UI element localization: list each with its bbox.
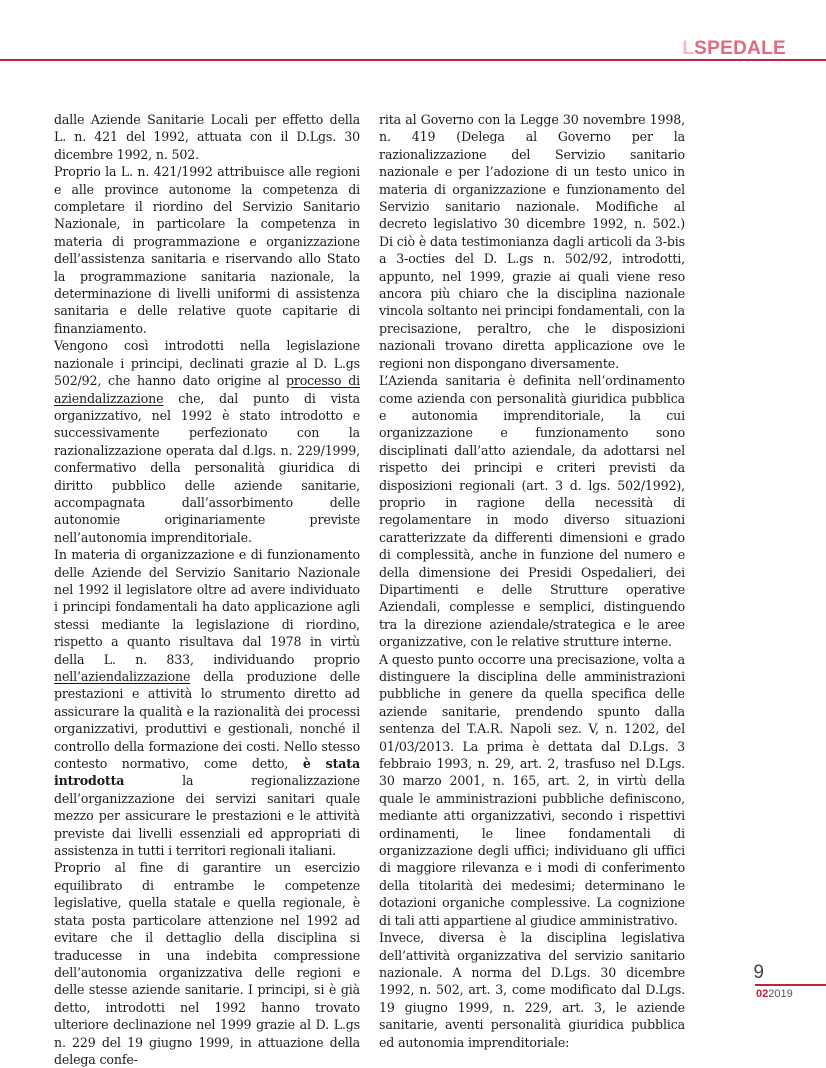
underlined-term: processo di aziendalizzazione	[54, 373, 360, 406]
logo-text: SPEDALE	[694, 38, 786, 59]
text-run: che, dal punto di vista organizzativo, nel 1992 è stato introdotto e successivamente perfezionato con la razionalizzazione operata dal d.lgs. n. 229/1999, confermativo della personalità giuridica di diritto pubblico delle aziende sanitarie, accompagnata dall’assorbimento delle autonomie originariamente previste nell’autonomia imprenditoriale.	[54, 390, 360, 545]
paragraph: Invece, diversa è la disciplina legislativa dell’attività organizzativa del servizio sanitario nazionale. A norma del D.Lgs. 30 dicembre 1992, n. 502, art. 3, come modificato dal D.Lgs. 19 giugno 1999, n. 229, art. 3, le aziende sanitarie, aventi personalità giuridica pubblica ed autonomia imprenditoriale:	[379, 930, 685, 1050]
paragraph: A questo punto occorre una precisazione, volta a distinguere la disciplina delle amministrazioni pubbliche in genere da quella specifica delle aziende sanitarie, prendendo spunto dalla sentenza del T.A.R. Napoli sez. V, n. 1202, del 01/03/2013. La prima è dettata dal D.Lgs. 3 febbraio 1993, n. 29, art. 2, trasfuso nel D.Lgs. 30 marzo 2001, n. 165, art. 2, in virtù della quale le amministrazioni pubbliche definiscono, mediante atti organizzativi, secondo i rispettivi ordinamenti, le linee fondamentali di organizzazione degli uffici; individuano gli uffici di maggiore rilevanza e i modi di conferimento della titolarità dei medesimi; determinano le dotazioni organiche complessive. La cognizione di tali atti appartiene al giudice amministrativo.	[379, 651, 685, 928]
magazine-logo	[682, 38, 786, 60]
issue-number: 02	[756, 988, 769, 1000]
paragraph: Proprio la L. n. 421/1992 attribuisce alle regioni e alle province autonome la competenza di completare il riordino del Servizio Sanitario Nazionale, in particolare la competenza in materia di programmazione e organizzazione dell’assistenza sanitaria e riservando allo Stato la programmazione sanitaria nazionale, la determinazione di livelli uniformi di assistenza sanitaria e delle relative quote capitarie di finanziamento.	[54, 164, 360, 336]
issue-label	[756, 988, 793, 1000]
logo-mark: L	[682, 38, 695, 59]
paragraph	[54, 546, 360, 859]
left-column	[54, 111, 360, 1068]
text-run: la regionalizzazione dell’organizzazione dei servizi sanitari quale mezzo per assicurare le prestazioni e le attività previste dai livelli essenziali ed appropriati di assistenza in tutti i territori regionali italiani.	[54, 773, 360, 859]
bold-phrase: è stata introdotta	[54, 756, 360, 789]
right-column	[379, 111, 685, 1051]
text-run: In materia di organizzazione e di funzionamento delle Aziende del Servizio Sanitario Nazionale nel 1992 il legislatore oltre ad avere individuato i principi fondamentali ha dato applicazione agli stessi mediante la legislazione di riordino, rispetto a quanto risultava dal 1978 in virtù della L. n. 833, individuando proprio	[54, 547, 360, 667]
paragraph: rita al Governo con la Legge 30 novembre 1998, n. 419 (Delega al Governo per la razionalizzazione del Servizio sanitario nazionale e per l’adozione di un testo unico in materia di organizzazione e funzionamento del Servizio sanitario nazionale. Modifiche al decreto legislativo 30 dicembre 1992, n. 502.) Di ciò è data testimonianza dagli articoli da 3-bis a 3-octies del D. L.gs n. 502/92, introdotti, appunto, nel 1999, grazie ai quali viene reso ancora più chiaro che la disciplina nazionale vincola soltanto nei principi fondamentali, con la precisazione, peraltro, che le disposizioni nazionali trovano diretta applicazione ove le regioni non dispongano diversamente.	[379, 112, 685, 371]
paragraph	[54, 337, 360, 546]
underlined-term: nell’aziendalizzazione	[54, 669, 191, 684]
issue-year: 2019	[768, 988, 793, 1000]
page-number: 9	[753, 962, 764, 983]
paragraph: dalle Aziende Sanitarie Locali per effetto della L. n. 421 del 1992, attuata con il D.Lgs. 30 dicembre 1992, n. 502.	[54, 112, 360, 162]
text-run: della produzione delle prestazioni e attività lo strumento diretto ad assicurare la qualità e la razionalità dei processi organizzativi, produttivi e gestionali, nonché il controllo della formazione dei costi. Nello stesso contesto normativo, come detto,	[54, 669, 360, 772]
footer-rule	[755, 984, 826, 986]
paragraph: Proprio al fine di garantire un esercizio equilibrato di entrambe le competenze legislative, quella statale e quella regionale, è stata posta particolare attenzione nel 1992 ad evitare che il dettaglio della disciplina si traducesse in una indebita compressione dell’autonomia organizzativa delle regioni e delle stesse aziende sanitarie. I principi, si è già detto, introdotti nel 1992 hanno trovato ulteriore declinazione nel 1999 grazie al D. L.gs n. 229 del 19 giugno 1999, in attuazione della delega confe-	[54, 860, 360, 1067]
text-run: Vengono così introdotti nella legislazione nazionale i principi, declinati grazie al D. L.gs 502/92, che hanno dato origine al	[54, 338, 360, 389]
paragraph: L’Azienda sanitaria è definita nell’ordinamento come azienda con personalità giuridica pubblica e autonomia imprenditoriale, la cui organizzazione e funzionamento sono disciplinati dall’atto aziendale, da adottarsi nel rispetto dei principi e criteri previsti da disposizioni regionali (art. 3 d. lgs. 502/1992), proprio in ragione della necessità di regolamentare in modo diverso situazioni caratterizzate da differenti dimensioni e grado di complessità, anche in funzione del numero e della dimensione dei Presidi Ospedalieri, dei Dipartimenti e delle Strutture operative Aziendali, complesse e semplici, distinguendo tra la direzione aziendale/strategica e le aree organizzative, con le relative strutture interne.	[379, 373, 685, 650]
